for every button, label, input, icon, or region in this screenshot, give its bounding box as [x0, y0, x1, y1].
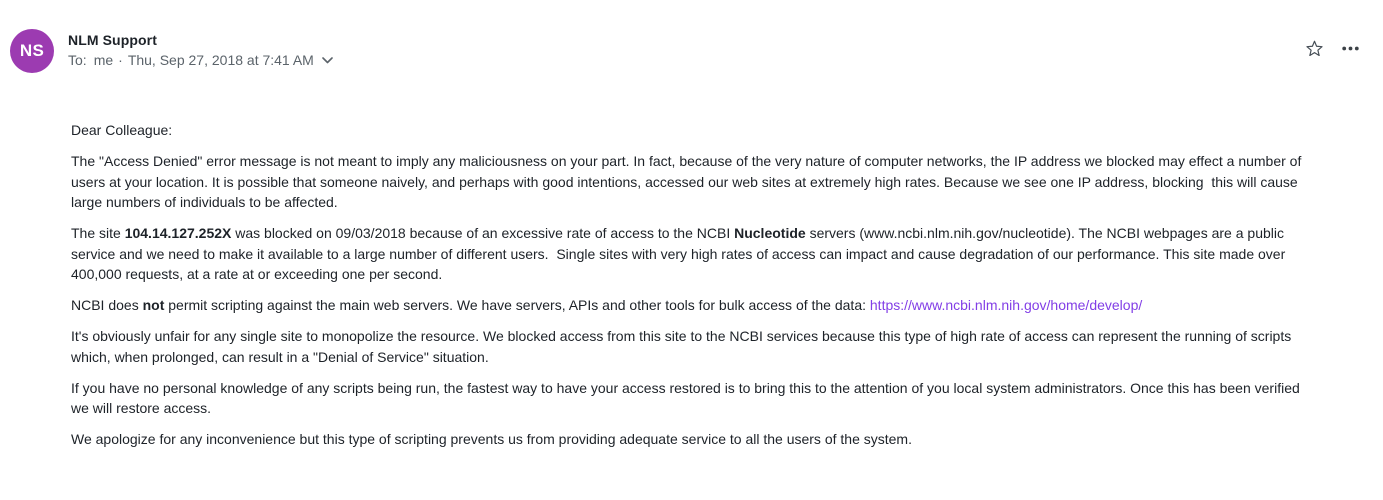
- date-text: Thu, Sep 27, 2018 at 7:41 AM: [127, 52, 314, 68]
- meta-line: [68, 52, 333, 69]
- star-button[interactable]: [1304, 38, 1325, 58]
- paragraph-access-denied: [71, 151, 1306, 213]
- recipient: me: [93, 52, 114, 68]
- sender-name: NLM Support: [68, 32, 157, 48]
- text-run: If you have no personal knowledge of any scripts being run, the fastest way to have your access restored is to bring this to the attention of you local system administrators. Once this has been verified we will restore access.: [71, 379, 1304, 416]
- paragraph-restore: [71, 378, 1302, 419]
- text-run: was blocked on 09/03/2018 because of an excessive rate of access to the NCBI: [231, 225, 735, 241]
- body-link[interactable]: https://www.ncbi.nlm.nih.gov/home/develop/: [869, 297, 1143, 313]
- bold-text: Nucleotide: [734, 225, 806, 241]
- more-button[interactable]: [1340, 44, 1361, 53]
- bold-text: 104.14.127.252X: [124, 225, 232, 241]
- text-run: permit scripting against the main web servers. We have servers, APIs and other tools for bulk access of the data:: [164, 297, 870, 313]
- paragraph-apology: [71, 429, 1302, 450]
- paragraph-greeting: [71, 120, 1302, 141]
- paragraph-unfair: [71, 326, 1302, 367]
- to-label: To:: [68, 52, 87, 68]
- email-header: [0, 0, 1383, 73]
- text-run: It's obviously unfair for any single site to monopolize the resource. We blocked access from this site to the NCBI services because this type of high rate of access can represent the running of scripts which, when prolonged, can result in a "Denial of Service" situation.: [71, 328, 1296, 365]
- avatar[interactable]: NS: [10, 29, 54, 73]
- chevron-down-icon[interactable]: [322, 57, 333, 64]
- meta-separator: ·: [118, 52, 123, 68]
- text-run: We apologize for any inconvenience but this type of scripting prevents us from providing adequate service to all the users of the system.: [71, 431, 912, 447]
- paragraph-no-scripting: [71, 295, 1302, 316]
- header-actions: [1304, 29, 1361, 58]
- text-run: servers (www.ncbi.nlm.nih.gov/nucleotide). The NCBI webpages are a public service and we need to make it available to a large number of different users. Single sites with very high rates of access can impact and cause degradation of our performance. This site made over 400,000 requests, at a rate at or exceeding one per second.: [71, 225, 1290, 282]
- bold-text: not: [142, 297, 165, 313]
- text-run: The "Access Denied" error message is not meant to imply any maliciousness on your part. In fact, because of the very nature of computer networks, the IP address we blocked may effect a number of users at your location. It is possible that someone naively, and perhaps with good intentions, accessed our web sites at extremely high rates. Because we see one IP address, blocking this will cause large numbers of individuals to be affected.: [71, 153, 1306, 210]
- text-run: Dear Colleague:: [71, 122, 173, 138]
- sender-block: [68, 29, 333, 69]
- paragraph-site-blocked: [71, 223, 1302, 285]
- text-run: The site: [71, 225, 125, 241]
- star-icon: [1306, 40, 1323, 56]
- email-body: [0, 73, 1383, 500]
- text-run: NCBI does: [71, 297, 143, 313]
- ellipsis-icon: [1342, 46, 1359, 51]
